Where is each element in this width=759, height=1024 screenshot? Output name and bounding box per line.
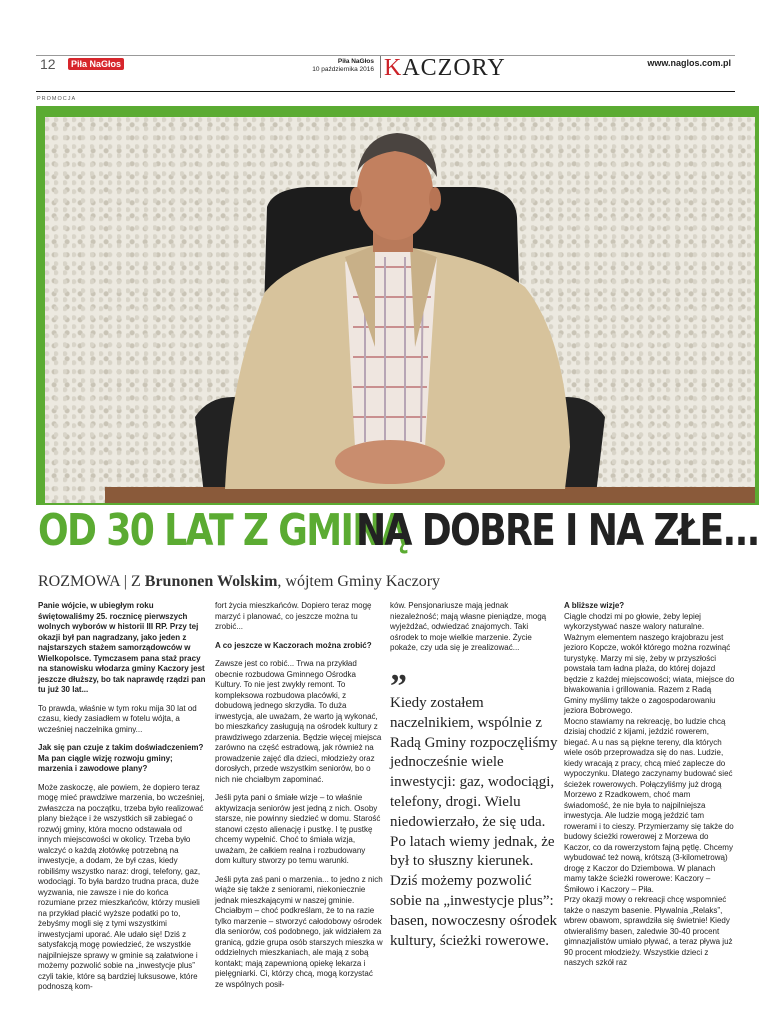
headline-black: NA DOBRE I NA ZŁE...	[356, 505, 759, 556]
article-column-2	[215, 601, 383, 998]
interview-answer: To prawda, właśnie w tym roku mija 30 lat od czasu, kiedy zasiadłem w fotelu wójta, a wcześniej naczelnika gminy...	[38, 703, 197, 734]
interview-answer: Ciągle chodzi mi po głowie, żeby lepiej wykorzystywać nasze walory naturalne. Ważnym elementem naszego krajobrazu jest jezioro Kopcze, wokół którego można rozwinąć turystykę. Marzy mi się, żeby w przyszłości powstała tam ładna plaża, do której dojazd będzie z każdej miejscowości; wiata, miejsce do biwakowania i grillowania. Razem z Radą Gminy myślimy także o zagospodarowaniu jeziora Bobrowego.	[564, 611, 735, 715]
interview-question: A bliższe wizje?	[564, 601, 625, 610]
interview-question: Jak się pan czuje z takim doświadczeniem? Ma pan ciągle wizję rozwoju gminy; marzenia i zawodowe plany?	[38, 743, 204, 773]
website-url: www.naglos.com.pl	[647, 58, 731, 68]
article-column-3	[390, 601, 558, 662]
section-initial: K	[384, 55, 403, 81]
interview-answer: Jeśli pyta pani o śmiałe wizje – to właśnie aktywizacja seniorów jest jedną z nich. Osoby starsze, nie powinny siedzieć w domu. Starość stanowi często alienację i pustkę. I tę pustkę chcemy wypełnić. Choć to śmiała wizja, uważam, że całkiem realna i rozbudowany dom kultury stworzy po temu warunki.	[215, 793, 381, 865]
interview-photo	[45, 117, 755, 503]
interview-answer: Przy okazji mowy o rekreacji chcę wspomnieć także o naszym basenie. Pływalnia „Relaks”, wbrew obawom, sprawdziła się świetnie! Kiedy otwieraliśmy basen, zaledwie 30-40 procent gimnazjalistów umiało pływać, a teraz pływa już 90 procent młodzieży. Wszystkie dzieci z naszych szkół raz	[564, 895, 733, 967]
photo-illustration	[45, 117, 755, 503]
interviewee-name: Brunonen Wolskim	[144, 573, 278, 590]
article-column-1	[38, 601, 206, 1001]
interview-question: Panie wójcie, w ubiegłym roku świętowaliśmy 25. rocznicę pierwszych wolnych wyborów w historii III RP. Przy tej okazji był pan nagradzany, jako jeden z najstarszych stażem samorządowców w Wielkopolsce. Tymczasem pana staż pracy na stanowisku włodarza gminy Kaczory jest jeszcze dłuższy, bo tak naprawdę rządzi pan tu już 30 lat...	[38, 601, 206, 694]
interview-answer: fort życia mieszkańców. Dopiero teraz mogę marzyć i planować, co jeszcze można tu zrobić...	[215, 601, 372, 631]
header-bottom-rule	[36, 91, 735, 92]
interview-answer: Mocno stawiamy na rekreację, bo ludzie chcą dzisiaj chodzić z kijami, jeździć rowerem, biegać. A u nas są piękne tereny, dla których wiele osób przeprowadza się do nas. Ludzie, kiedy wracają z pracy, chcą mieć zaplecze do wypoczynku. Dlatego zaczynamy budować sieć ścieżek rowerowych. Połączyliśmy już drogą Morzewo z Rzadkowem, choć mam świadomość, że nie była to najpilniejsza inwestycja. Ale ludzie mogą jeździć tam rowerami i to cieszy. Przymierzamy się także do budowy ścieżki rowerowej z Morzewa do Kaczor, co da rowerzystom fajną pętlę. Chcemy wybudować też nową, krótszą (3-kilometrową) drogę z Kaczor do Dziembowa. W planach mamy także ścieżki rowerowe: Kaczory – Śmiłowo i Kaczory – Piła.	[564, 716, 734, 894]
article-column-4	[564, 601, 736, 977]
interview-answer: Może zaskoczę, ale powiem, że dopiero teraz mogę mieć prawdziwe marzenia, bo wcześniej, zwłaszcza na początku, trzeba było realizować plany bieżące i że wszystkich sił zabiegać o rozwój gminy, która mocno odstawała od innych miejscowości w okolicy. Trzeba było walczyć o każdą złotówkę potrzebną na inwestycje, a dodam, że był czas, kiedy robiliśmy wszystko naraz: drogi, telefony, gaz, wodociągi. To była bardzo trudna praca, duże wyzwania, nie zawsze i nie do końca rozumiane przez mieszkańców, którzy musieli na przykład płacić wyższe podatki po to, żebyśmy mogli się z tymi wszystkimi inwestycjami uporać. Ale udało się! Dziś z satysfakcją mogę powiedzieć, że wszystkie najpilniejsze sprawy w gminie są załatwione i możemy pozwolić sobie na „inwestycje plus” czyli takie, które są bardziej luksusowe, które podnoszą kom-	[38, 782, 205, 991]
publication-logo: Piła NaGłos	[68, 58, 124, 70]
publication-name: Piła NaGłos	[337, 58, 374, 65]
promo-label: PROMOCJA	[37, 96, 77, 102]
section-title	[384, 55, 506, 82]
interview-answer: Zawsze jest co robić... Trwa na przykład obecnie rozbudowa Gminnego Ośrodka Kultury. To nie jest zwykły remont. To kompleksowa rozbudowa placówki, z dobudową jednego skrzydła. To duża inwestycja, ale uważam, że warto ją wykonać, bo mieszkańcy zasługują na ośrodek kultury z prawdziwego zdarzenia. Będzie więcej miejsca zarówno na część estradową, jak również na prowadzenie zajęć dla dzieci, młodzieży oraz dorosłych, przede wszystkim seniorów, bo o nich nie chciałbym zapominać.	[215, 659, 382, 784]
subheadline-prefix: ROZMOWA | Z	[38, 573, 141, 590]
quote-mark-icon: ”	[390, 668, 407, 705]
interview-answer: ków. Pensjonariusze mają jednak niezależność; mają własne pieniądze, mogą wyjeżdżać, odwiedzać znajomych. Taki ośrodek to moje wielkie marzenie. Życie pokaże, czy uda się je zrealizować...	[390, 601, 547, 652]
subheadline	[38, 573, 440, 591]
issue-date: 10 października 2016	[312, 66, 374, 73]
header-separator	[380, 56, 381, 78]
section-rest: ACZORY	[402, 55, 506, 81]
subheadline-suffix: , wójtem Gminy Kaczory	[277, 573, 441, 590]
pull-quote: Kiedy zostałem naczelnikiem, wspólnie z Radą Gminy rozpoczęliśmy jednocześnie wiele inwestycji: gaz, wodociągi, telefony, drogi. Wielu niedowierzało, że się uda. Po latach wiemy jednak, że był to słuszny kierunek. Dziś możemy pozwolić sobie na „inwestycje plus”: basen, nowoczesny ośrodek kultury, ścieżki rowerowe.	[390, 695, 558, 949]
page-number: 12	[40, 56, 56, 72]
interview-question: A co jeszcze w Kaczorach można zrobić?	[215, 640, 372, 650]
interview-answer: Jeśli pyta zaś pani o marzenia... to jedno z nich wiąże się także z seniorami, niekoniecznie jednak mieszkającymi w naszej gminie. Chciałbym – choć podkreślam, że to na razie tylko marzenie – stworzyć całodobowy ośrodek dla seniorów, coś podobnego, jak widziałem za granicą, gdzie grupa osób starszych mieszka w oddzielnych mieszkaniach, ale mają z sobą kontakt; mają zapewnioną opiekę lekarza i pielęgniarki. Ci, którzy chcą, mogą korzystać ze wspólnych posił-	[215, 874, 383, 989]
headline-green: OD 30 LAT Z GMINĄ	[38, 505, 408, 556]
issue-info	[310, 58, 374, 74]
